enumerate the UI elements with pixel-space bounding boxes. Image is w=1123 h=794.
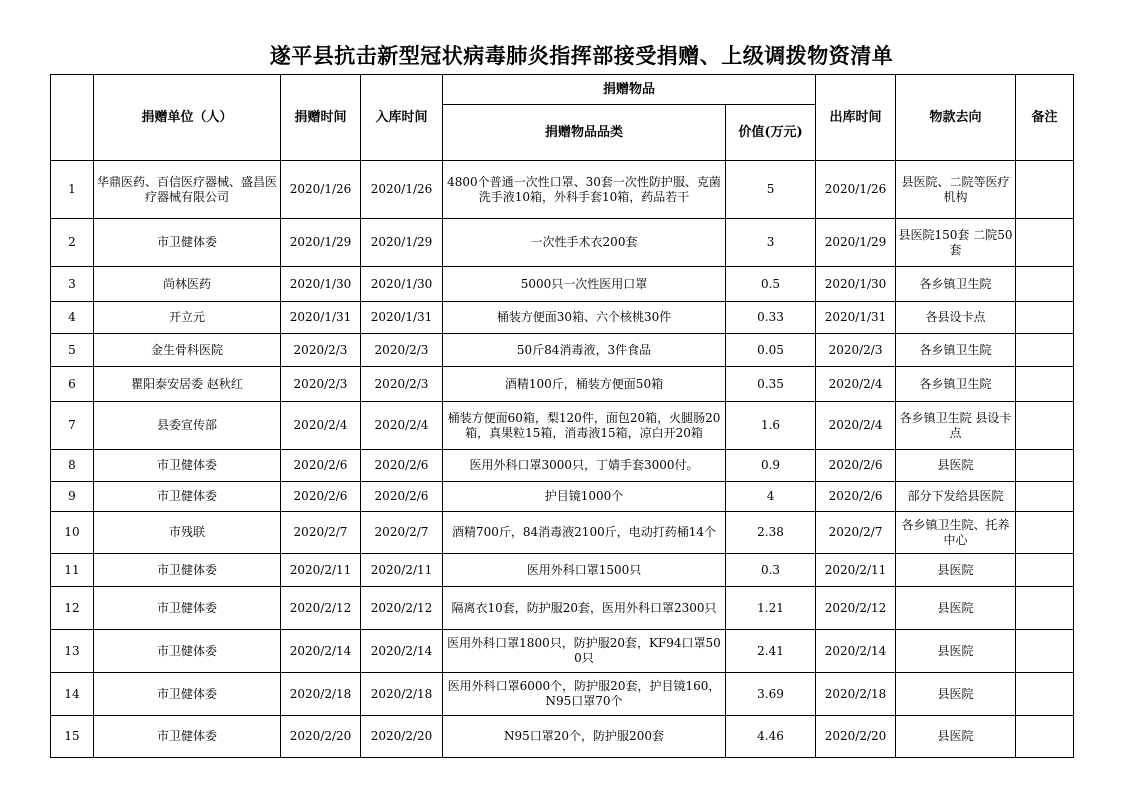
cell-goods: 4800个普通一次性口罩、30套一次性防护服、克菌洗手液10箱，外科手套10箱，药品若干 [443,161,726,219]
cell-value: 0.35 [726,367,816,402]
cell-destination: 县医院 [896,673,1016,716]
cell-storage-time: 2020/2/3 [361,367,443,402]
cell-destination: 县医院 [896,587,1016,630]
cell-no: 13 [51,630,94,673]
cell-goods: 桶装方便面30箱、六个核桃30件 [443,302,726,334]
cell-destination: 县医院 [896,716,1016,758]
cell-out-time: 2020/2/7 [816,512,896,554]
cell-remark [1016,587,1074,630]
cell-destination: 部分下发给县医院 [896,482,1016,512]
cell-value: 0.05 [726,334,816,367]
table-row [51,267,1074,302]
cell-no: 3 [51,267,94,302]
cell-storage-time: 2020/1/30 [361,267,443,302]
cell-out-time: 2020/1/30 [816,267,896,302]
cell-donate-time: 2020/2/3 [281,367,361,402]
page-title: 遂平县抗击新型冠状病毒肺炎指挥部接受捐赠、上级调拨物资清单 [269,43,894,68]
cell-no: 4 [51,302,94,334]
header-goods-group: 捐赠物品 [443,75,816,105]
cell-destination: 县医院150套 二院50套 [896,219,1016,267]
table-row [51,161,1074,219]
cell-no: 10 [51,512,94,554]
cell-donate-time: 2020/2/7 [281,512,361,554]
table-row [51,402,1074,450]
cell-destination: 各乡镇卫生院 [896,367,1016,402]
header-storage-time: 入库时间 [361,75,443,161]
cell-remark [1016,482,1074,512]
cell-donate-time: 2020/2/20 [281,716,361,758]
table-row [51,482,1074,512]
cell-value: 1.21 [726,587,816,630]
cell-out-time: 2020/2/3 [816,334,896,367]
cell-donor: 瞿阳泰安居委 赵秋红 [94,367,281,402]
header-donor: 捐赠单位（人） [94,75,281,161]
cell-remark [1016,267,1074,302]
cell-out-time: 2020/2/11 [816,554,896,587]
cell-out-time: 2020/1/29 [816,219,896,267]
cell-remark [1016,402,1074,450]
header-remark: 备注 [1016,75,1074,161]
cell-out-time: 2020/1/26 [816,161,896,219]
cell-donate-time: 2020/1/26 [281,161,361,219]
table-row [51,673,1074,716]
cell-storage-time: 2020/2/20 [361,716,443,758]
cell-remark [1016,334,1074,367]
cell-value: 1.6 [726,402,816,450]
cell-out-time: 2020/2/4 [816,402,896,450]
cell-goods: 医用外科口罩6000个，防护服20套，护目镜160，N95口罩70个 [443,673,726,716]
cell-goods: 一次性手术衣200套 [443,219,726,267]
cell-value: 3.69 [726,673,816,716]
header-destination: 物款去向 [896,75,1016,161]
cell-goods: 桶装方便面60箱，梨120件，面包20箱，火腿肠20箱，真果粒15箱，消毒液15箱，凉白开20箱 [443,402,726,450]
table-row [51,302,1074,334]
table-row [51,512,1074,554]
cell-remark [1016,367,1074,402]
cell-storage-time: 2020/2/14 [361,630,443,673]
table-row [51,716,1074,758]
cell-no: 14 [51,673,94,716]
cell-goods: 酒精100斤，桶装方便面50箱 [443,367,726,402]
cell-value: 2.38 [726,512,816,554]
cell-storage-time: 2020/2/18 [361,673,443,716]
cell-goods: 50斤84消毒液，3件食品 [443,334,726,367]
cell-destination: 县医院 [896,450,1016,482]
cell-donor: 金生骨科医院 [94,334,281,367]
cell-storage-time: 2020/2/6 [361,450,443,482]
cell-donor: 市残联 [94,512,281,554]
cell-remark [1016,161,1074,219]
cell-no: 6 [51,367,94,402]
cell-donate-time: 2020/2/12 [281,587,361,630]
cell-destination: 县医院 [896,630,1016,673]
cell-remark [1016,512,1074,554]
cell-destination: 县医院 [896,554,1016,587]
cell-storage-time: 2020/1/31 [361,302,443,334]
header-no [51,75,94,161]
cell-donor: 市卫健体委 [94,673,281,716]
cell-donor: 县委宣传部 [94,402,281,450]
cell-out-time: 2020/1/31 [816,302,896,334]
cell-donate-time: 2020/1/31 [281,302,361,334]
table-row [51,450,1074,482]
cell-value: 4 [726,482,816,512]
cell-remark [1016,673,1074,716]
cell-donate-time: 2020/2/3 [281,334,361,367]
cell-out-time: 2020/2/12 [816,587,896,630]
header-goods-category: 捐赠物品品类 [443,105,726,161]
cell-remark [1016,630,1074,673]
cell-value: 3 [726,219,816,267]
cell-storage-time: 2020/1/26 [361,161,443,219]
cell-donor: 市卫健体委 [94,587,281,630]
cell-storage-time: 2020/2/7 [361,512,443,554]
cell-storage-time: 2020/2/6 [361,482,443,512]
cell-destination: 县医院、二院等医疗机构 [896,161,1016,219]
cell-donate-time: 2020/2/6 [281,482,361,512]
cell-out-time: 2020/2/6 [816,482,896,512]
cell-goods: 隔离衣10套，防护服20套，医用外科口罩2300只 [443,587,726,630]
header-donate-time: 捐赠时间 [281,75,361,161]
table-row [51,554,1074,587]
table-row [51,334,1074,367]
cell-goods: 医用外科口罩1800只，防护服20套，KF94口罩500只 [443,630,726,673]
cell-out-time: 2020/2/18 [816,673,896,716]
cell-no: 12 [51,587,94,630]
cell-no: 5 [51,334,94,367]
cell-goods: 医用外科口罩1500只 [443,554,726,587]
cell-remark [1016,450,1074,482]
cell-donor: 开立元 [94,302,281,334]
cell-goods: 5000只一次性医用口罩 [443,267,726,302]
cell-donate-time: 2020/2/14 [281,630,361,673]
cell-remark [1016,554,1074,587]
cell-donor: 华鼎医药、百信医疗器械、盛昌医疗器械有限公司 [94,161,281,219]
cell-destination: 各乡镇卫生院 [896,267,1016,302]
cell-donate-time: 2020/1/29 [281,219,361,267]
cell-value: 5 [726,161,816,219]
cell-no: 7 [51,402,94,450]
cell-donor: 尚林医药 [94,267,281,302]
donation-table [50,74,1074,758]
cell-goods: 护目镜1000个 [443,482,726,512]
cell-donate-time: 2020/2/6 [281,450,361,482]
cell-no: 2 [51,219,94,267]
cell-remark [1016,716,1074,758]
cell-donor: 市卫健体委 [94,482,281,512]
cell-donate-time: 2020/2/11 [281,554,361,587]
cell-destination: 各乡镇卫生院 县设卡点 [896,402,1016,450]
cell-donor: 市卫健体委 [94,450,281,482]
cell-goods: N95口罩20个，防护服200套 [443,716,726,758]
cell-destination: 各乡镇卫生院 [896,334,1016,367]
cell-value: 0.9 [726,450,816,482]
cell-remark [1016,219,1074,267]
cell-donate-time: 2020/2/4 [281,402,361,450]
cell-no: 9 [51,482,94,512]
cell-value: 2.41 [726,630,816,673]
cell-out-time: 2020/2/4 [816,367,896,402]
cell-donate-time: 2020/1/30 [281,267,361,302]
cell-out-time: 2020/2/6 [816,450,896,482]
cell-value: 0.3 [726,554,816,587]
table-row [51,219,1074,267]
cell-donor: 市卫健体委 [94,716,281,758]
cell-destination: 各乡镇卫生院、托养中心 [896,512,1016,554]
cell-no: 8 [51,450,94,482]
cell-out-time: 2020/2/20 [816,716,896,758]
cell-value: 0.33 [726,302,816,334]
header-value: 价值(万元) [726,105,816,161]
cell-value: 4.46 [726,716,816,758]
table-row [51,587,1074,630]
cell-goods: 酒精700斤，84消毒液2100斤，电动打药桶14个 [443,512,726,554]
cell-storage-time: 2020/2/12 [361,587,443,630]
header-out-time: 出库时间 [816,75,896,161]
table-row [51,367,1074,402]
cell-out-time: 2020/2/14 [816,630,896,673]
cell-storage-time: 2020/2/3 [361,334,443,367]
cell-goods: 医用外科口罩3000只，丁婧手套3000付。 [443,450,726,482]
table-row [51,630,1074,673]
cell-donor: 市卫健体委 [94,219,281,267]
cell-no: 1 [51,161,94,219]
cell-storage-time: 2020/1/29 [361,219,443,267]
cell-no: 15 [51,716,94,758]
cell-donate-time: 2020/2/18 [281,673,361,716]
cell-storage-time: 2020/2/4 [361,402,443,450]
cell-storage-time: 2020/2/11 [361,554,443,587]
cell-donor: 市卫健体委 [94,554,281,587]
cell-remark [1016,302,1074,334]
cell-donor: 市卫健体委 [94,630,281,673]
cell-no: 11 [51,554,94,587]
cell-value: 0.5 [726,267,816,302]
cell-destination: 各县设卡点 [896,302,1016,334]
